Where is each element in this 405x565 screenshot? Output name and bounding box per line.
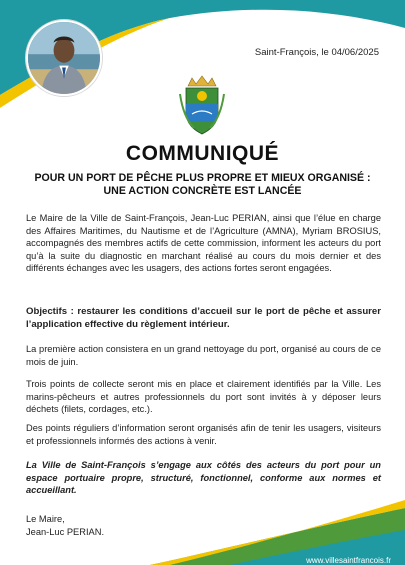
signature-name: Jean-Luc PERIAN.	[26, 526, 105, 537]
paragraph-intro: Le Maire de la Ville de Saint-François, Jean-Luc PERIAN, ainsi que l’élue en charge des Affaires Maritimes, du Nautisme et de l’Agriculture (AMNA), Myriam BROSIUS, accompagnés des membres actifs de cette commission, informent les acteurs du port qu’à la suite du diagnostic en marchant réalisé au cours du mois dernier et des différents échanges avec les usagers, des actions fortes seront engagées.	[26, 213, 381, 274]
page-title: COMMUNIQUÉ	[125, 142, 280, 165]
signature-title: Le Maire,	[26, 514, 65, 524]
paragraph-first-action: La première action consistera en un grand nettoyage du port, organisé au cours de ce mois de juin.	[26, 344, 381, 367]
footer-wave-decoration	[0, 490, 405, 565]
document-date: Saint-François, le 04/06/2025	[254, 47, 379, 58]
paragraph-commitment: La Ville de Saint-François s’engage aux côtés des acteurs du port pour un espace portuaire propre, structuré, fonctionnel, conforme aux normes et accueillant.	[26, 460, 381, 496]
page-subtitle	[20, 172, 385, 198]
subtitle-line-1: POUR UN PORT DE PÊCHE PLUS PROPRE ET MIEUX ORGANISÉ :	[34, 172, 371, 184]
paragraph-objectives: Objectifs : restaurer les conditions d’accueil sur le port de pêche et assurer l’application effective du règlement intérieur.	[26, 306, 381, 330]
city-crest-logo	[178, 74, 226, 136]
paragraph-collection-points: Trois points de collecte seront mis en place et clairement identifiés par la Ville. Les marins-pêcheurs et autres professionnels du port sont invités à y déposer leurs déchets (filets, cordages, etc.).	[26, 379, 381, 415]
subtitle-line-2: UNE ACTION CONCRÈTE EST LANCÉE	[103, 185, 302, 197]
paragraph-information: Des points réguliers d’information seront organisés afin de tenir les usagers, visiteurs et professionnels informés des actions à venir.	[26, 423, 381, 446]
mayor-portrait	[26, 20, 102, 96]
website-link[interactable]: www.villesaintfrancois.fr	[306, 556, 391, 565]
